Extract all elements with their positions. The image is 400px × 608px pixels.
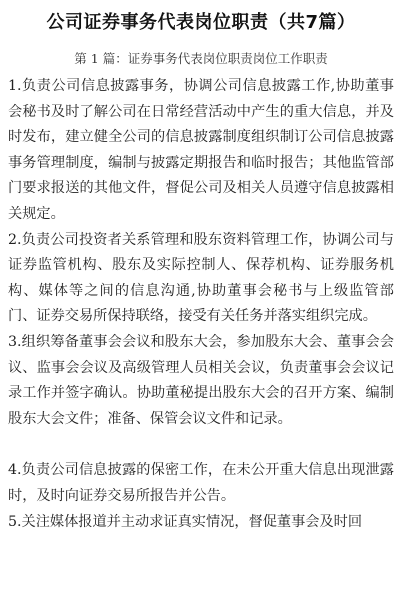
document-title: 公司证券事务代表岗位职责（共7篇）	[46, 12, 356, 33]
section-heading: 第 1 篇：证券事务代表岗位职责岗位工作职责	[74, 51, 328, 66]
paragraph-2: 2.负责公司投资者关系管理和股东资料管理工作，协调公司与证券监管机构、股东及实际控制人、保荐机构、证券服务机构、媒体等之间的信息沟通,协助董事会秘书与上级监管部门、证券交易所保持联络，接受有关任务并落实组织完成。	[8, 231, 394, 325]
paragraph-5: 5.关注媒体报道并主动求证真实情况，督促董事会及时回	[8, 513, 363, 530]
paragraph-3: 3.组织筹备董事会会议和股东大会，参加股东大会、董事会会议、监事会会议及高级管理人员相关会议，负责董事会会议记录工作并签字确认。协助董秘提出股东大会的召开方案、编制股东大会文件；准备、保管会议文件和记录。	[8, 333, 394, 427]
paragraph-4: 4.负责公司信息披露的保密工作，在未公开重大信息出现泄露时，及时向证券交易所报告并公告。	[8, 462, 394, 504]
document-body	[8, 74, 394, 535]
paragraph-1: 1.负责公司信息披露事务，协调公司信息披露工作,协助董事会秘书及时了解公司在日常经营活动中产生的重大信息，并及时发布，建立健全公司的信息披露制度组织制订公司信息披露事务管理制度，编制与披露定期报告和临时报告；其他监管部门要求报送的其他文件，督促公司及相关人员遵守信息披露相关规定。	[8, 78, 394, 222]
